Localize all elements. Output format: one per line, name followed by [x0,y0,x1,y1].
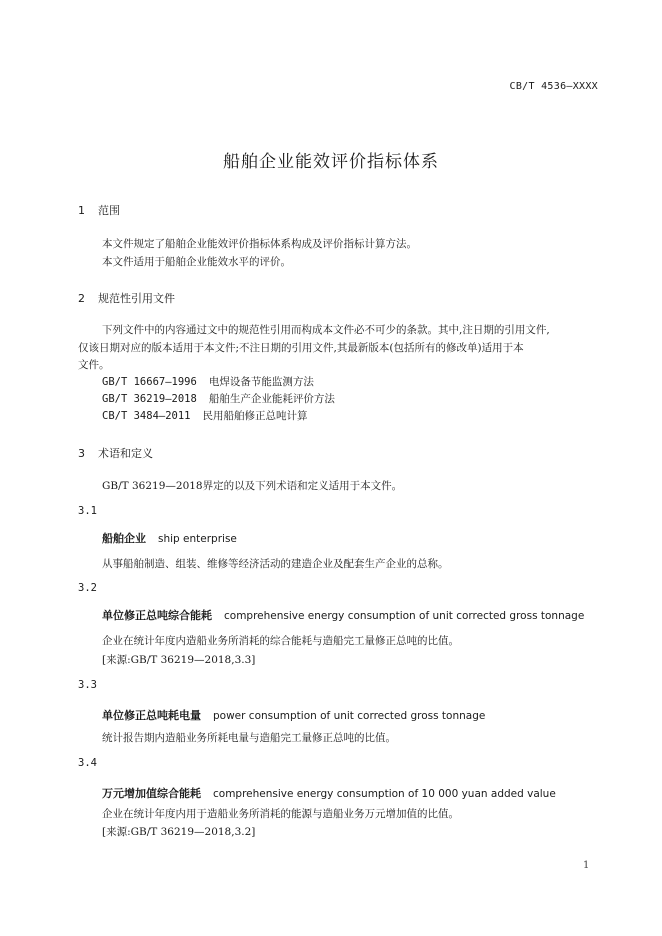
term-source: [来源:GB/T 36219—2018,3.3] [102,654,256,666]
section-2-heading [78,290,175,306]
reference-code: GB/T 16667—1996 [102,376,197,388]
reference-item [102,408,308,423]
page-number: 1 [583,860,590,871]
term-number: 3.3 [78,679,97,691]
term-english: power consumption of unit corrected gross tonnage [213,710,486,722]
term-chinese: 单位修正总吨综合能耗 [102,609,212,622]
term-chinese: 万元增加值综合能耗 [102,787,201,800]
references-intro-line-1: 下列文件中的内容通过文中的规范性引用而构成本文件必不可少的条款。其中,注日期的引用文件, [102,324,550,336]
term-definition: 统计报告期内造船业务所耗电量与造船完工量修正总吨的比值。 [102,732,396,744]
reference-code: GB/T 36219—2018 [102,393,197,405]
term-number: 3.1 [78,505,97,517]
term-number: 3.2 [78,582,97,594]
terms-intro: GB/T 36219—2018界定的以及下列术语和定义适用于本文件。 [102,480,403,492]
term-heading [102,707,485,723]
document-title: 船舶企业能效评价指标体系 [223,152,439,172]
reference-item [102,374,314,389]
section-title: 术语和定义 [98,447,153,460]
section-1-heading [78,202,120,218]
document-id: CB/T 4536—XXXX [509,81,598,92]
term-chinese: 船舶企业 [102,532,146,545]
term-definition: 从事船舶制造、组装、维修等经济活动的建造企业及配套生产企业的总称。 [102,558,449,570]
term-source: [来源:GB/T 36219—2018,3.2] [102,826,256,838]
term-english: comprehensive energy consumption of 10 000 yuan added value [213,788,556,800]
section-number: 1 [78,204,85,217]
section-title: 规范性引用文件 [98,292,175,305]
reference-item [102,391,335,406]
scope-paragraph-2: 本文件适用于船舶企业能效水平的评价。 [102,256,291,268]
section-3-heading [78,445,153,461]
scope-paragraph-1: 本文件规定了船舶企业能效评价指标体系构成及评价指标计算方法。 [102,238,417,250]
reference-code: CB/T 3484—2011 [102,410,191,422]
reference-name: 民用船舶修正总吨计算 [202,410,308,422]
term-english: comprehensive energy consumption of unit corrected gross tonnage [224,610,585,622]
references-intro-line-3: 文件。 [78,359,110,371]
term-definition: 企业在统计年度内造船业务所消耗的综合能耗与造船完工量修正总吨的比值。 [102,635,459,647]
term-chinese: 单位修正总吨耗电量 [102,709,201,722]
term-definition: 企业在统计年度内用于造船业务所消耗的能源与造船业务万元增加值的比值。 [102,808,459,820]
section-number: 2 [78,292,85,305]
term-heading [102,530,237,546]
reference-name: 电焊设备节能监测方法 [208,376,314,388]
references-intro-line-2: 仅该日期对应的版本适用于本文件;不注日期的引用文件,其最新版本(包括所有的修改单)适用于本 [78,342,524,354]
term-english: ship enterprise [158,533,237,545]
section-number: 3 [78,447,85,460]
section-title: 范围 [98,204,120,217]
reference-name: 船舶生产企业能耗评价方法 [208,393,335,405]
term-heading [102,607,584,623]
term-heading [102,785,556,801]
term-number: 3.4 [78,757,97,769]
